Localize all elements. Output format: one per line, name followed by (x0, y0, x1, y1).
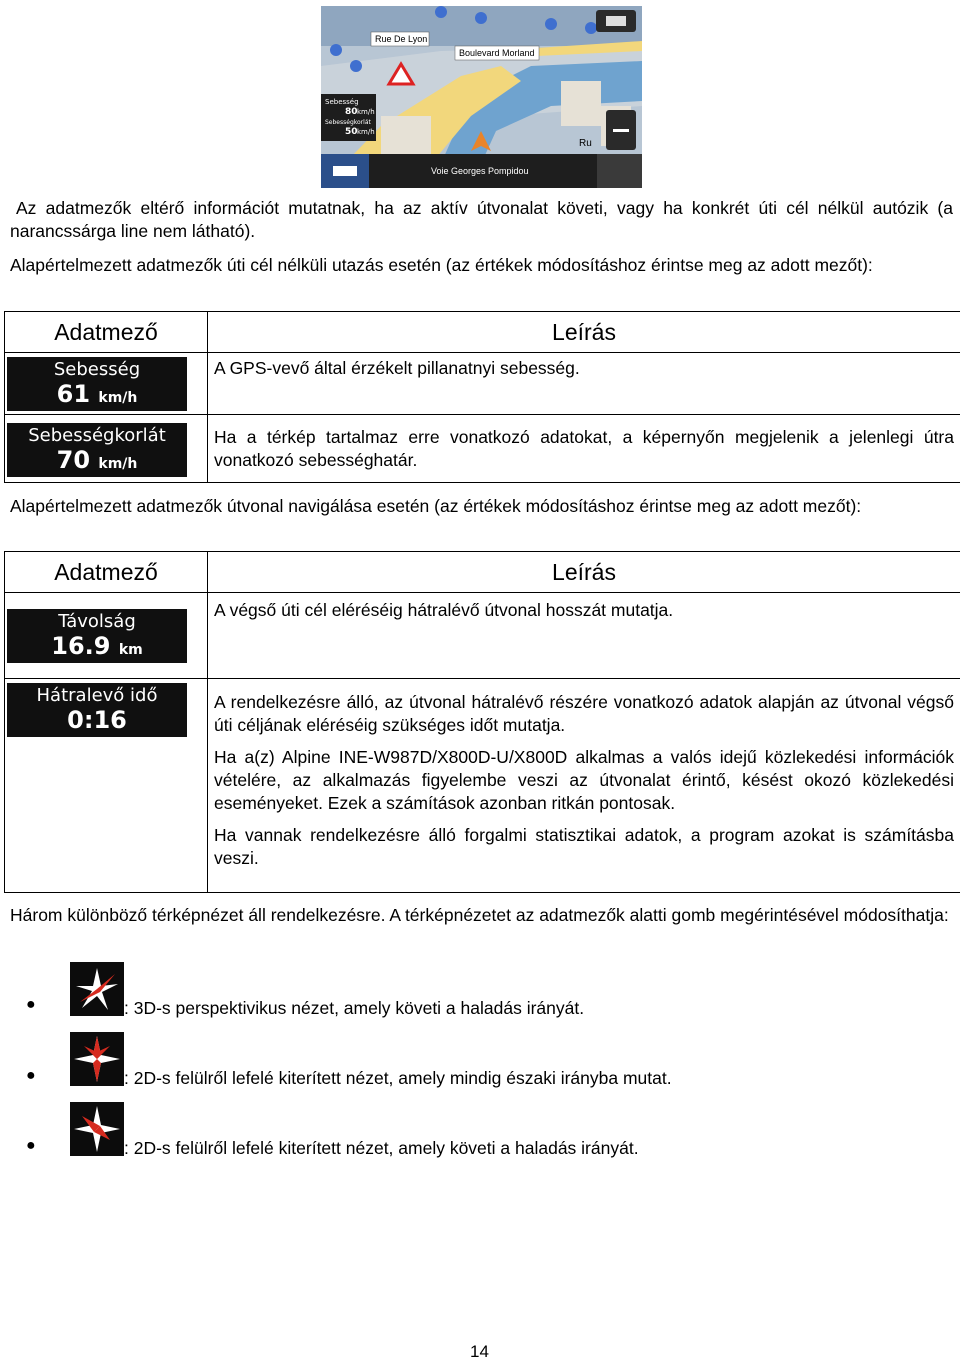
map-speed-label: Sebesség (325, 98, 359, 106)
compass-3d-icon[interactable] (70, 962, 124, 1016)
section1-heading: Alapértelmezett adatmezők úti cél nélküli utazás esetén (az értékek módosításhoz érintse meg az adott mezőt): (10, 254, 953, 277)
compass-north-up-icon[interactable] (70, 1032, 124, 1086)
speed-limit-description: Ha a térkép tartalmaz erre vonatkozó adatokat, a képernyőn megjelenik a jelenlegi útra vonatkozó sebességhatár. (208, 415, 960, 472)
bullet: ● (26, 1067, 36, 1085)
speed-limit-field-label: Sebességkorlát (7, 427, 187, 445)
bullet: ● (26, 1137, 36, 1155)
map-speed-value: 80 (345, 107, 358, 117)
remaining-time-description-1: A rendelkezésre álló, az útvonal hátralévő részére vonatkozó adatok alapján az útvonal végső úti céljának eléréséig szükséges időt mutatja. (208, 679, 960, 737)
column-header-field: Adatmező (5, 312, 208, 353)
distance-field-unit: km (119, 642, 143, 658)
speed-limit-field-value: 70 (57, 446, 90, 474)
street-label-partial: Ru (579, 138, 592, 149)
map-screenshot (321, 6, 642, 188)
minus-icon (613, 129, 629, 132)
column-header-description: Leírás (208, 552, 960, 593)
poi-icon (585, 22, 597, 34)
distance-field[interactable] (7, 609, 187, 663)
menu-icon (333, 166, 357, 176)
section2-heading: Alapértelmezett adatmezők útvonal navigálása esetén (az értékek módosításhoz érintse meg az adott mezőt): (10, 495, 953, 518)
speed-field[interactable] (7, 357, 187, 411)
distance-description: A végső úti cél eléréséig hátralévő útvonal hosszát mutatja. (208, 593, 960, 622)
poi-icon (475, 12, 487, 24)
speed-limit-field[interactable] (7, 423, 187, 477)
poi-icon (330, 44, 342, 56)
map-illustration (321, 6, 642, 188)
distance-field-value: 16.9 (51, 632, 110, 660)
speed-description: A GPS-vevő által érzékelt pillanatnyi sebesség. (208, 353, 960, 380)
remaining-time-field-label: Hátralevő idő (7, 687, 187, 705)
view-mode-north-up-text: : 2D-s felülről lefelé kiterített nézet, amely mindig északi irányba mutat. (124, 1068, 672, 1089)
section2-table (4, 551, 960, 893)
intro-paragraph: Az adatmezők eltérő információt mutatnak, ha az aktív útvonalat követi, vagy ha konkrét úti cél nélkül autózik (a narancssárga line nem látható). (10, 197, 953, 243)
remaining-time-description-3: Ha vannak rendelkezésre álló forgalmi statisztikai adatok, a program azokat is számításba veszi. (208, 815, 960, 870)
sound-button[interactable] (597, 154, 642, 188)
poi-icon (435, 6, 447, 18)
street-label-rue-de-lyon: Rue De Lyon (375, 34, 427, 44)
distance-field-label: Távolság (7, 613, 187, 631)
section1-table (4, 311, 960, 483)
compass-heading-up-icon[interactable] (70, 1102, 124, 1156)
remaining-time-field-value: 0:16 (67, 706, 127, 734)
poi-icon (350, 60, 362, 72)
speed-field-value: 61 (57, 380, 90, 408)
map-speed-unit: km/h (357, 108, 375, 116)
poi-icon (545, 18, 557, 30)
remaining-time-field[interactable] (7, 683, 187, 737)
view-mode-3d-text: : 3D-s perspektivikus nézet, amely követi a haladás irányát. (124, 998, 584, 1019)
current-street-label: Voie Georges Pompidou (431, 166, 529, 176)
grid-icon (606, 16, 626, 26)
map-limit-value: 50 (345, 127, 358, 137)
column-header-description: Leírás (208, 312, 960, 353)
map-limit-label: Sebességkorlát (325, 119, 371, 126)
map-views-intro: Három különböző térképnézet áll rendelkezésre. A térképnézetet az adatmezők alatti gomb megérintésével módosíthatja: (10, 904, 953, 927)
page-number: 14 (470, 1342, 489, 1362)
view-mode-heading-up-text: : 2D-s felülről lefelé kiterített nézet, amely követi a haladás irányát. (124, 1138, 639, 1159)
column-header-field: Adatmező (5, 552, 208, 593)
map-limit-unit: km/h (357, 128, 375, 136)
bullet: ● (26, 996, 36, 1014)
speed-limit-field-unit: km/h (98, 456, 137, 472)
remaining-time-description-2: Ha a(z) Alpine INE-W987D/X800D-U/X800D alkalmas a valós idejű közlekedési információk vételére, az alkalmazás figyelembe veszi az útvonalat érintő, késést okozó közlekedési eseményeket. Ezek a számítások azonban ritkán pontosak. (208, 737, 960, 815)
speed-field-unit: km/h (98, 390, 137, 406)
street-label-boulevard-morland: Boulevard Morland (459, 48, 535, 58)
speed-field-label: Sebesség (7, 361, 187, 379)
